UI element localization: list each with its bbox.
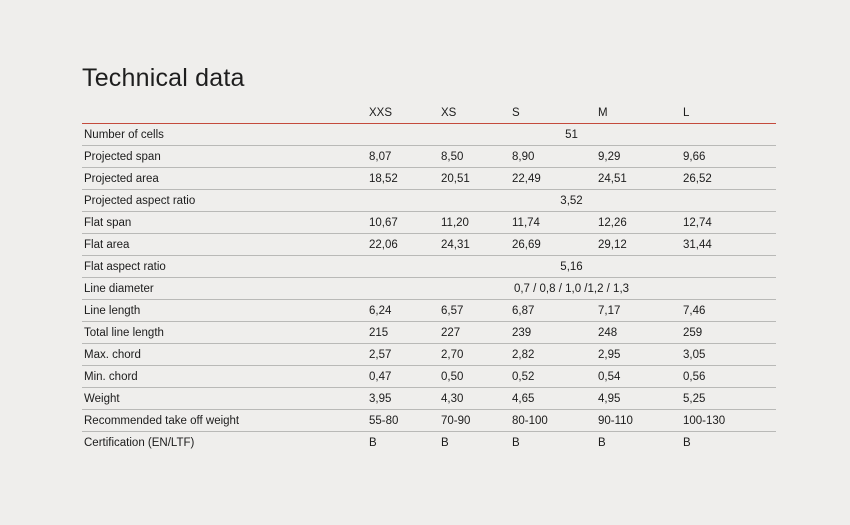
row-label: Max. chord (82, 344, 367, 366)
value-cell: 12,74 (681, 212, 776, 234)
row-label: Total line length (82, 322, 367, 344)
value-cell: 6,87 (510, 300, 596, 322)
value-cell: 22,49 (510, 168, 596, 190)
value-cell: 90-110 (596, 410, 681, 432)
value-cell: 2,70 (439, 344, 510, 366)
row-label: Flat span (82, 212, 367, 234)
value-cell: B (598, 436, 606, 449)
row-label: Recommended take off weight (82, 410, 367, 432)
value-cell: 26,52 (681, 168, 776, 190)
value-cell: 11,74 (510, 212, 596, 234)
value-cell: 2,95 (596, 344, 681, 366)
shared-value-cell: 51 (367, 124, 776, 146)
row-label: Projected aspect ratio (82, 190, 367, 212)
value-cell: 9,66 (681, 146, 776, 168)
value-cell: 9,29 (596, 146, 681, 168)
table-row (82, 366, 776, 388)
row-label: Certification (EN/LTF) (84, 436, 195, 449)
value-cell: 248 (596, 322, 681, 344)
value-cell: B (683, 436, 691, 449)
value-cell: 7,46 (681, 300, 776, 322)
table-row (82, 344, 776, 366)
value-cell: 70-90 (439, 410, 510, 432)
value-cell: 80-100 (510, 410, 596, 432)
value-cell: 12,26 (596, 212, 681, 234)
value-cell: 3,05 (681, 344, 776, 366)
row-label: Weight (82, 388, 367, 410)
value-cell: 4,30 (439, 388, 510, 410)
value-cell: 0,52 (510, 366, 596, 388)
value-cell: B (512, 436, 520, 449)
value-cell: 0,50 (439, 366, 510, 388)
value-cell: 0,56 (681, 366, 776, 388)
table-row (82, 124, 776, 146)
value-cell: B (441, 436, 449, 449)
size-header-m: M (596, 102, 681, 124)
value-cell: 4,95 (596, 388, 681, 410)
row-label: Projected span (82, 146, 367, 168)
row-label: Flat area (82, 234, 367, 256)
value-cell: 7,17 (596, 300, 681, 322)
value-cell: 8,90 (510, 146, 596, 168)
value-cell: 26,69 (510, 234, 596, 256)
value-cell: 18,52 (367, 168, 439, 190)
row-label: Number of cells (82, 124, 367, 146)
size-header-s: S (510, 102, 596, 124)
row-label: Line diameter (82, 278, 367, 300)
value-cell: 0,54 (596, 366, 681, 388)
value-cell: 24,51 (596, 168, 681, 190)
value-cell: 100-130 (681, 410, 776, 432)
value-cell: 3,95 (367, 388, 439, 410)
value-cell: 259 (681, 322, 776, 344)
value-cell: 239 (510, 322, 596, 344)
value-cell: 8,07 (367, 146, 439, 168)
table-row (82, 388, 776, 410)
value-cell: 6,24 (367, 300, 439, 322)
row-label: Flat aspect ratio (82, 256, 367, 278)
shared-value-cell: 0,7 / 0,8 / 1,0 /1,2 / 1,3 (367, 278, 776, 300)
shared-value-cell: 3,52 (367, 190, 776, 212)
value-cell: B (369, 436, 377, 449)
value-cell: 20,51 (439, 168, 510, 190)
table-body (82, 124, 776, 454)
value-cell: 11,20 (439, 212, 510, 234)
row-label: Min. chord (82, 366, 367, 388)
shared-value-cell: 5,16 (367, 256, 776, 278)
value-cell: 24,31 (439, 234, 510, 256)
table-row (82, 278, 776, 300)
value-cell: 6,57 (439, 300, 510, 322)
value-cell: 55-80 (367, 410, 439, 432)
value-cell: 0,47 (367, 366, 439, 388)
table-header-row (82, 102, 776, 124)
value-cell: 227 (439, 322, 510, 344)
table-row (82, 432, 776, 454)
table-row (82, 256, 776, 278)
value-cell: 22,06 (367, 234, 439, 256)
table-row (82, 146, 776, 168)
technical-data-table (82, 102, 776, 453)
value-cell: 10,67 (367, 212, 439, 234)
table-row (82, 300, 776, 322)
value-cell: 8,50 (439, 146, 510, 168)
header-label-cell (82, 102, 367, 124)
table-row (82, 234, 776, 256)
value-cell: 29,12 (596, 234, 681, 256)
value-cell: 2,82 (510, 344, 596, 366)
row-label: Line length (82, 300, 367, 322)
value-cell: 5,25 (681, 388, 776, 410)
page-title: Technical data (82, 64, 245, 92)
size-header-xs: XS (439, 102, 510, 124)
value-cell: 2,57 (367, 344, 439, 366)
table-row (82, 190, 776, 212)
value-cell: 215 (367, 322, 439, 344)
table-row (82, 410, 776, 432)
table-row (82, 212, 776, 234)
size-header-l: L (681, 102, 776, 124)
table-row (82, 322, 776, 344)
value-cell: 4,65 (510, 388, 596, 410)
size-header-xxs: XXS (367, 102, 439, 124)
value-cell: 31,44 (681, 234, 776, 256)
table-row (82, 168, 776, 190)
row-label: Projected area (82, 168, 367, 190)
